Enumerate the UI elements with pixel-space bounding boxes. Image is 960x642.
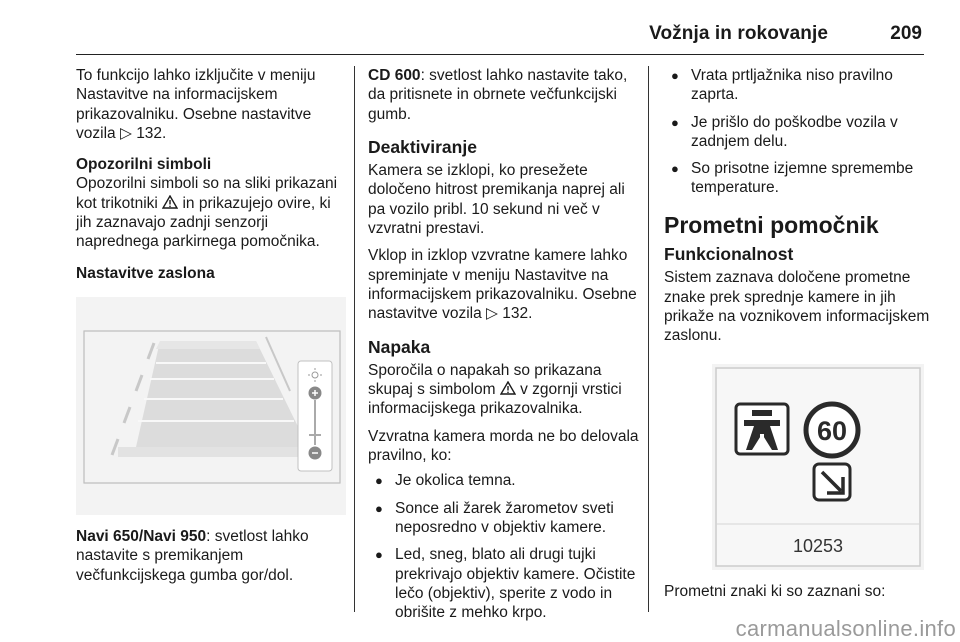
error-paragraph: Sporočila o napakah so prikazana skupaj s simbolom v zgornji vrstici informacijskega prikazovalnika. [368, 361, 622, 418]
functionality-heading: Funkcionalnost [664, 244, 794, 265]
malfunction-intro: Vzvratna kamera morda ne bo delovala pravilno, ko: [368, 427, 639, 465]
page-ref-icon: ▷ [486, 305, 498, 323]
page-ref-icon: ▷ [119, 124, 132, 142]
list-item: ● Led, sneg, blato ali drugi tujki prekrivajo objektiv kamere. Očistite lečo (objektiv), sperite z vodo in obrišite z mehko krpo. [368, 545, 640, 622]
list-item: ● Je prišlo do poškodbe vozila v zadnjem delu. [664, 113, 930, 152]
warning-triangle-icon [162, 195, 178, 209]
image-code: 10253 [792, 535, 844, 556]
deactivation-heading: Deaktiviranje [368, 136, 477, 157]
column-divider [648, 66, 649, 612]
page-number: 209 [890, 23, 922, 44]
recognized-signs-intro: Prometni znaki ki so zaznani so: [664, 582, 886, 600]
warning-symbols-heading: Opozorilni simboli [76, 156, 212, 174]
functionality-paragraph: Sistem zaznava določene prometne znake prek sprednje kamere in jih prikaže na voznikovem informacijskem zaslonu. [664, 269, 930, 345]
column-middle [368, 66, 640, 630]
column-left [76, 66, 346, 585]
traffic-assist-heading: Prometni pomočnik [664, 211, 879, 238]
motorway-sign-icon [736, 404, 788, 454]
deactivation-paragraph: Kamera se izklopi, ko presežete določeno hitrost premikanja naprej ali pa vozilo pribl. 10 sekund ni več v vzvratni prestavi. [368, 162, 625, 238]
header-title: Vožnja in rokovanje [649, 23, 828, 44]
column-right [664, 66, 930, 601]
warning-triangle-icon [500, 381, 516, 395]
rear-camera-illustration [76, 297, 346, 515]
list-item: ● So prisotne izjemne spremembe temperature. [664, 159, 930, 198]
list-item: ● Sonce ali žarek žarometov sveti neposredno v objektiv kamere. [368, 499, 640, 538]
traffic-sign-figure [712, 364, 924, 570]
cd600-paragraph: CD 600: svetlost lahko nastavite tako, da pritisnete in obrnete večfunkcijski gumb. [368, 67, 628, 123]
speed-limit-value: 60 [816, 415, 848, 446]
camera-display-figure [76, 297, 346, 515]
watermark: carmanualsonline.info [735, 616, 956, 641]
arrow-sign-icon [814, 464, 850, 500]
warning-symbols-paragraph: Opozorilni simboli so na sliki prikazani kot trikotniki in prikazujejo ovire, ki jih zaznavajo zadnji senzorji naprednega parkirnega pomočnika. [76, 175, 338, 251]
malfunction-list-continued [664, 66, 930, 198]
list-item: ● Je okolica temna. [368, 471, 640, 490]
column-divider [354, 66, 355, 612]
display-settings-heading: Nastavitve zaslona [76, 264, 215, 282]
malfunction-list [368, 471, 640, 622]
list-item: ● Vrata prtljažnika niso pravilno zaprta. [664, 66, 930, 105]
toggle-paragraph: Vklop in izklop vzvratne kamere lahko spreminjate v meniju Nastavitve na informacijskem prikazovalniku. Osebne nastavitve vozila ▷ 132. [368, 247, 637, 323]
intro-paragraph: To funkcijo lahko izključite v meniju Nastavitve na informacijskem prikazovalniku. Osebne nastavitve vozila ▷ 132. [76, 67, 316, 142]
page-header [76, 14, 924, 55]
sign-display-illustration [712, 364, 924, 570]
navi-paragraph: Navi 650/Navi 950: svetlost lahko nastavite s premikanjem večfunkcijskega gumba gor/dol. [76, 527, 309, 584]
error-heading: Napaka [368, 336, 431, 357]
